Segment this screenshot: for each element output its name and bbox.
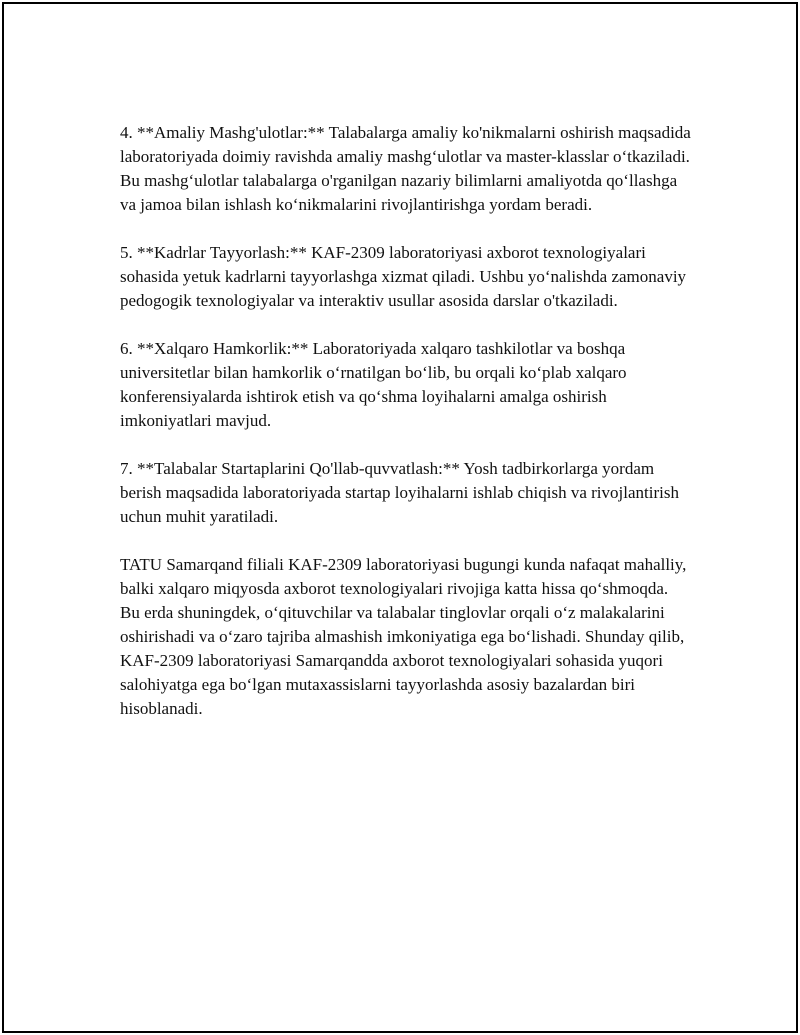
paragraph-talabalar-startaplari: 7. **Talabalar Startaplarini Qo'llab-quvvatlash:** Yosh tadbirkorlarga yordam berish maqsadida laboratoriyada startap loyihalarni ishlab chiqish va rivojlantirish uchun muhit yaratiladi. [120, 459, 679, 526]
paragraph-amaliy-mashgulotlar: 4. **Amaliy Mashg'ulotlar:** Talabalarga amaliy ko'nikmalarni oshirish maqsadida laboratoriyada doimiy ravishda amaliy mashg‘ulotlar va master-klasslar o‘tkaziladi. Bu mashg‘ulotlar talabalarga o'rganilgan nazariy bilimlarni amaliyotda qo‘llashga va jamoa bilan ishlash ko‘nikmalarini rivojlantirishga yordam beradi. [120, 123, 691, 214]
paragraph-conclusion: TATU Samarqand filiali KAF-2309 laboratoriyasi bugungi kunda nafaqat mahalliy, balki xalqaro miqyosda axborot texnologiyalari rivojiga katta hissa qo‘shmoqda. Bu erda shuningdek, o‘qituvchilar va talabalar tinglovlar orqali o‘z malakalarini oshirishadi va o‘zaro tajriba almashish imkoniyatiga ega bo‘lishadi. Shunday qilib, KAF-2309 laboratoriyasi Samarqandda axborot texnologiyalari sohasida yuqori salohiyatga ega bo‘lgan mutaxassislarni tayyorlashda asosiy bazalardan biri hisoblanadi. [120, 555, 687, 718]
document-body [120, 121, 692, 721]
paragraph-xalqaro-hamkorlik: 6. **Xalqaro Hamkorlik:** Laboratoriyada xalqaro tashkilotlar va boshqa universitetlar bilan hamkorlik o‘rnatilgan bo‘lib, bu orqali ko‘plab xalqaro konferensiyalarda ishtirok etish va qo‘shma loyihalarni amalga oshirish imkoniyatlari mavjud. [120, 339, 627, 430]
paragraph-kadrlar-tayyorlash: 5. **Kadrlar Tayyorlash:** KAF-2309 laboratoriyasi axborot texnologiyalari sohasida yetuk kadrlarni tayyorlashga xizmat qiladi. Ushbu yo‘nalishda zamonaviy pedogogik texnologiyalar va interaktiv usullar asosida darslar o'tkaziladi. [120, 243, 687, 310]
document-page [2, 2, 798, 1033]
